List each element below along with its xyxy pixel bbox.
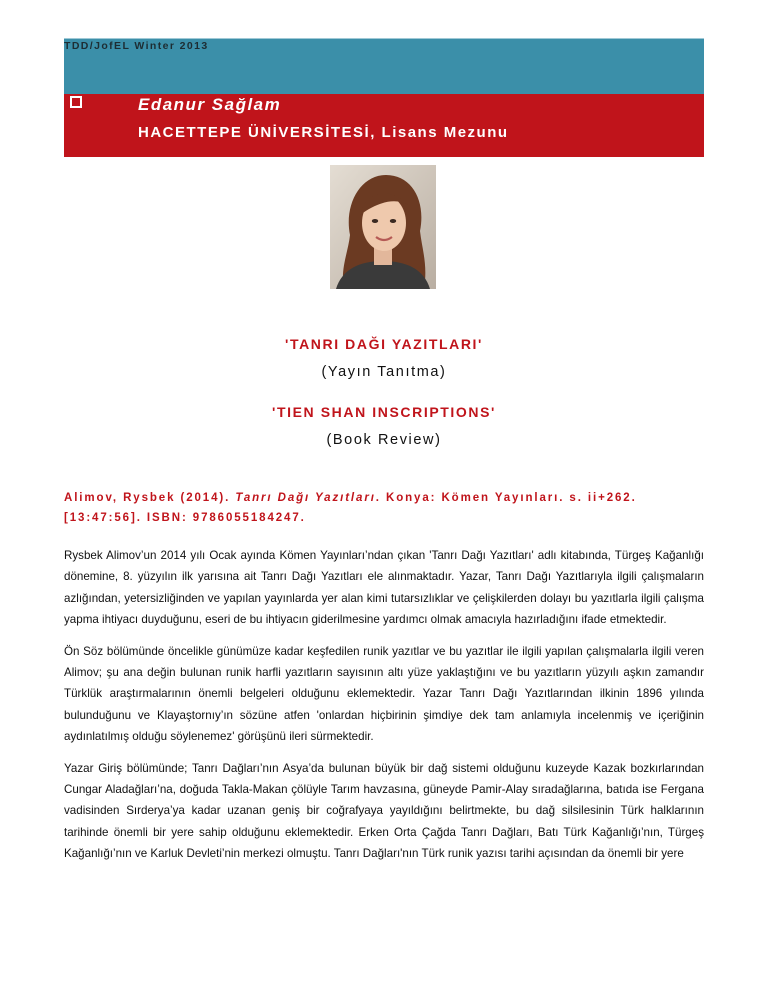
- checkbox-bullet-icon: [70, 96, 82, 108]
- author-portrait-image: [330, 165, 436, 289]
- article-body: [64, 545, 704, 875]
- citation-publication-info: . Konya: Kömen Yayınları. s. ii+262. [13:47:56]. ISBN: 9786055184247.: [64, 492, 637, 524]
- body-paragraph-3: Yazar Giriş bölümünde; Tanrı Dağları’nın Asya’da bulunan büyük bir dağ sistemi olduğunu kuzeyde Kazak bozkırlarından Cungar Aladağları’na, doğuda Takla-Makan çölüyle Tarım havzasına, güneyde Pamir-Alay sıradağlarına, batıda ise Fergana vadisinden Sırderya’ya kadar uzanan geniş bir coğrafyaya yayıldığını belirtmekte, bu dağ silsilesinin Türk halklarının tarihinde önemli bir yere sahip olduğunu eklemektedir. Erken Orta Çağda Tanrı Dağları, Batı Türk Kağanlığı’nın, Türgeş Kağanlığı’nın ve Karluk Devleti’nin merkezi olmuştu. Tanrı Dağları'nın Türk runik yazısı tarihi açısından da önemli bir yere: [64, 761, 704, 861]
- title-english: 'TIEN SHAN INSCRIPTIONS': [272, 404, 496, 420]
- subtitle-turkish: (Yayın Tanıtma): [321, 364, 447, 380]
- citation-book-title: Tanrı Dağı Yazıtları: [235, 492, 376, 504]
- author-name: Edanur Sağlam: [138, 95, 282, 114]
- body-paragraph-1: Rysbek Alimov’un 2014 yılı Ocak ayında Kömen Yayınları’ndan çıkan 'Tanrı Dağı Yazıtları' adlı kitabında, Türgeş Kağanlığı dönemine, 8. yüzyılın ilk yarısına ait Tanrı Dağı Yazıtları ele alınmaktadır. Yazar, Tanrı Dağı Yazıtlarıyla ilgili çalışmaların azlığından, yetersizliğinden ve yapılan yayınlarda yer alan kimi tutarsızlıklar ve çelişkilerden dolayı bu yazıtlarla ilgili çalışma yapma ihtiyacı duyduğunu, eseri de bu ihtiyacın giderilmesine yardımcı olmak amacıyla hazırladığını ifade etmektedir.: [64, 549, 704, 627]
- author-photo: [330, 165, 436, 289]
- body-paragraph-2: Ön Söz bölümünde öncelikle günümüze kadar keşfedilen runik yazıtlar ve bu yazıtlar ile ilgili yapılan çalışmalarla ilgili veren Alimov; şu ana değin bulunan runik harfli yazıtların sayısının altı yüze yaklaştığını ve bu yazıtların yüzyılı aşkın zamandır Türklük araştırmalarının önemli belgeleri olduğunu eklemektedir. Yazar Tanrı Dağı Yazıtlarından ilkinin 1896 yılında bulunduğunu ve Klayaştornıy’ın sözüne atfen 'onlardan hiçbirinin şimdiye dek tam anlamıyla incelenmiş ve içeriğinin aydınlatılmış olduğu söylenemez' görüşünü ileri sürmektedir.: [64, 644, 704, 744]
- author-affiliation: HACETTEPE ÜNİVERSİTESİ, Lisans Mezunu: [138, 124, 509, 141]
- title-turkish: 'TANRI DAĞI YAZITLARI': [285, 336, 483, 352]
- journal-title: TDD/JofEL Winter 2013: [64, 40, 209, 52]
- citation-author-year: Alimov, Rysbek (2014).: [64, 492, 236, 504]
- subtitle-english: (Book Review): [326, 432, 442, 448]
- book-citation: [64, 488, 704, 528]
